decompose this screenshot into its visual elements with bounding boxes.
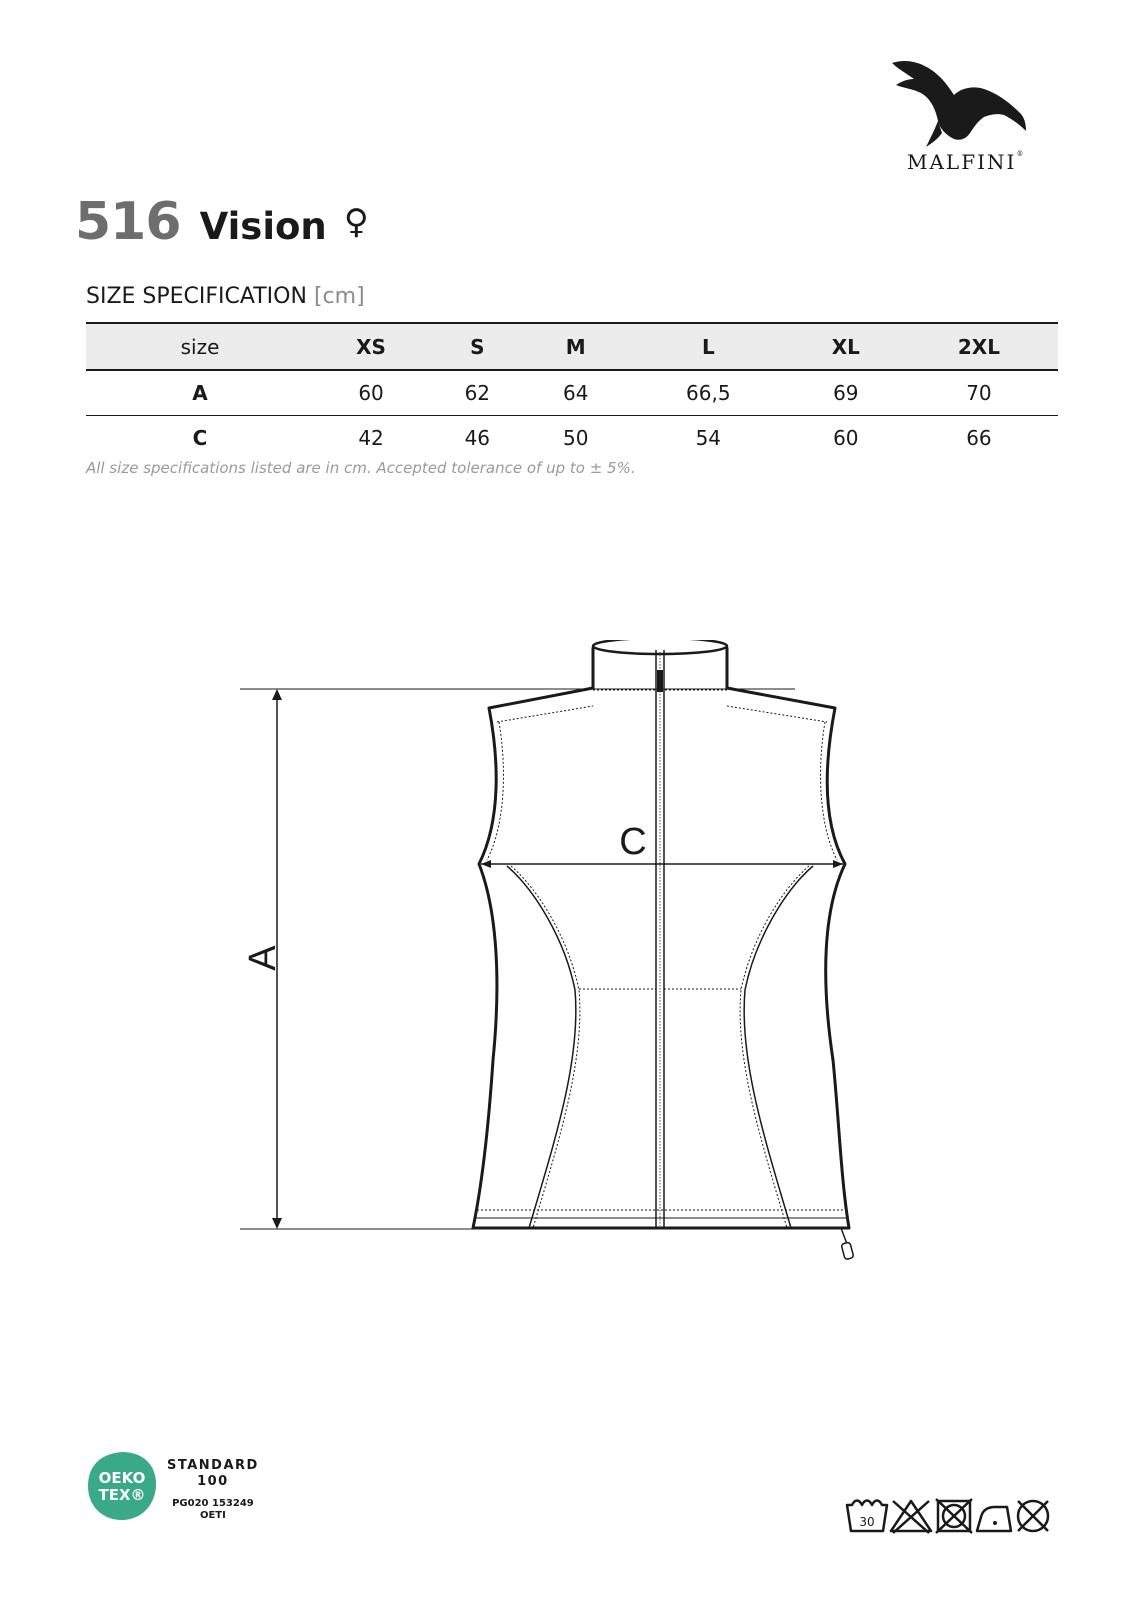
oeko-line-2: TEX®: [98, 1486, 146, 1504]
female-icon: ♀: [343, 202, 369, 242]
spec-unit: [cm]: [313, 284, 365, 309]
table-cell: 50: [562, 426, 589, 450]
row-label: C: [192, 426, 208, 450]
table-cell: 54: [695, 426, 722, 450]
iron-low-icon: [977, 1507, 1011, 1531]
wash-temp: 30: [859, 1515, 875, 1529]
product-name: Vision: [199, 205, 327, 248]
standard-number: 100: [197, 1474, 229, 1489]
no-dry-clean-icon: [1018, 1501, 1048, 1531]
table-row: [86, 416, 1058, 461]
table-cell: 46: [464, 426, 491, 450]
vest-drawing: [235, 640, 875, 1280]
size-table: [86, 322, 1058, 460]
measure-c-label: C: [619, 821, 647, 863]
column-header: S: [428, 323, 526, 370]
column-header: size: [86, 323, 314, 370]
column-header: M: [527, 323, 625, 370]
vest-diagram: [235, 640, 875, 1284]
care-symbols-row: [845, 1495, 1055, 1541]
no-bleach-icon: [891, 1501, 931, 1533]
column-header: 2XL: [900, 323, 1058, 370]
tolerance-note: All size specifications listed are in cm. Accepted tolerance of up to ± 5%.: [86, 459, 636, 477]
column-header: L: [625, 323, 792, 370]
column-header: XS: [314, 323, 428, 370]
row-label: A: [86, 370, 314, 416]
registered-mark: ®: [1016, 150, 1026, 158]
standard-label: STANDARD: [167, 1458, 259, 1473]
oeko-line-1: OEKO: [98, 1469, 146, 1487]
certificate-institute: OETI: [199, 1510, 226, 1521]
product-title: [75, 192, 369, 252]
table-cell: 42: [358, 426, 384, 450]
spec-heading: [86, 284, 365, 309]
table-cell: 66: [966, 426, 992, 450]
table-cell: 64: [527, 370, 625, 416]
table-cell: 60: [314, 370, 428, 416]
table-cell: 69: [792, 370, 900, 416]
table-cell: 60: [833, 426, 859, 450]
no-tumble-dry-icon: [936, 1499, 972, 1533]
brand-name-text: MALFINI: [907, 150, 1017, 174]
table-cell: 62: [428, 370, 526, 416]
measure-a-label: A: [242, 945, 284, 971]
wash-30-icon: [847, 1501, 887, 1532]
oeko-tex-badge: [86, 1450, 158, 1526]
table-header-row: [86, 323, 1058, 370]
product-code: 516: [75, 192, 181, 252]
oeko-tex-info: [167, 1458, 259, 1522]
table-row: [86, 370, 1058, 416]
oeko-tex-logo: [86, 1450, 158, 1522]
brand-name: [907, 150, 1025, 174]
certificate-code: PG020 153249: [172, 1498, 254, 1509]
spec-heading-text: SIZE SPECIFICATION: [86, 284, 307, 309]
table-cell: 70: [900, 370, 1058, 416]
eagle-icon: [880, 55, 1040, 155]
column-header: XL: [792, 323, 900, 370]
care-symbols: [845, 1495, 1055, 1545]
table-cell: 66,5: [625, 370, 792, 416]
